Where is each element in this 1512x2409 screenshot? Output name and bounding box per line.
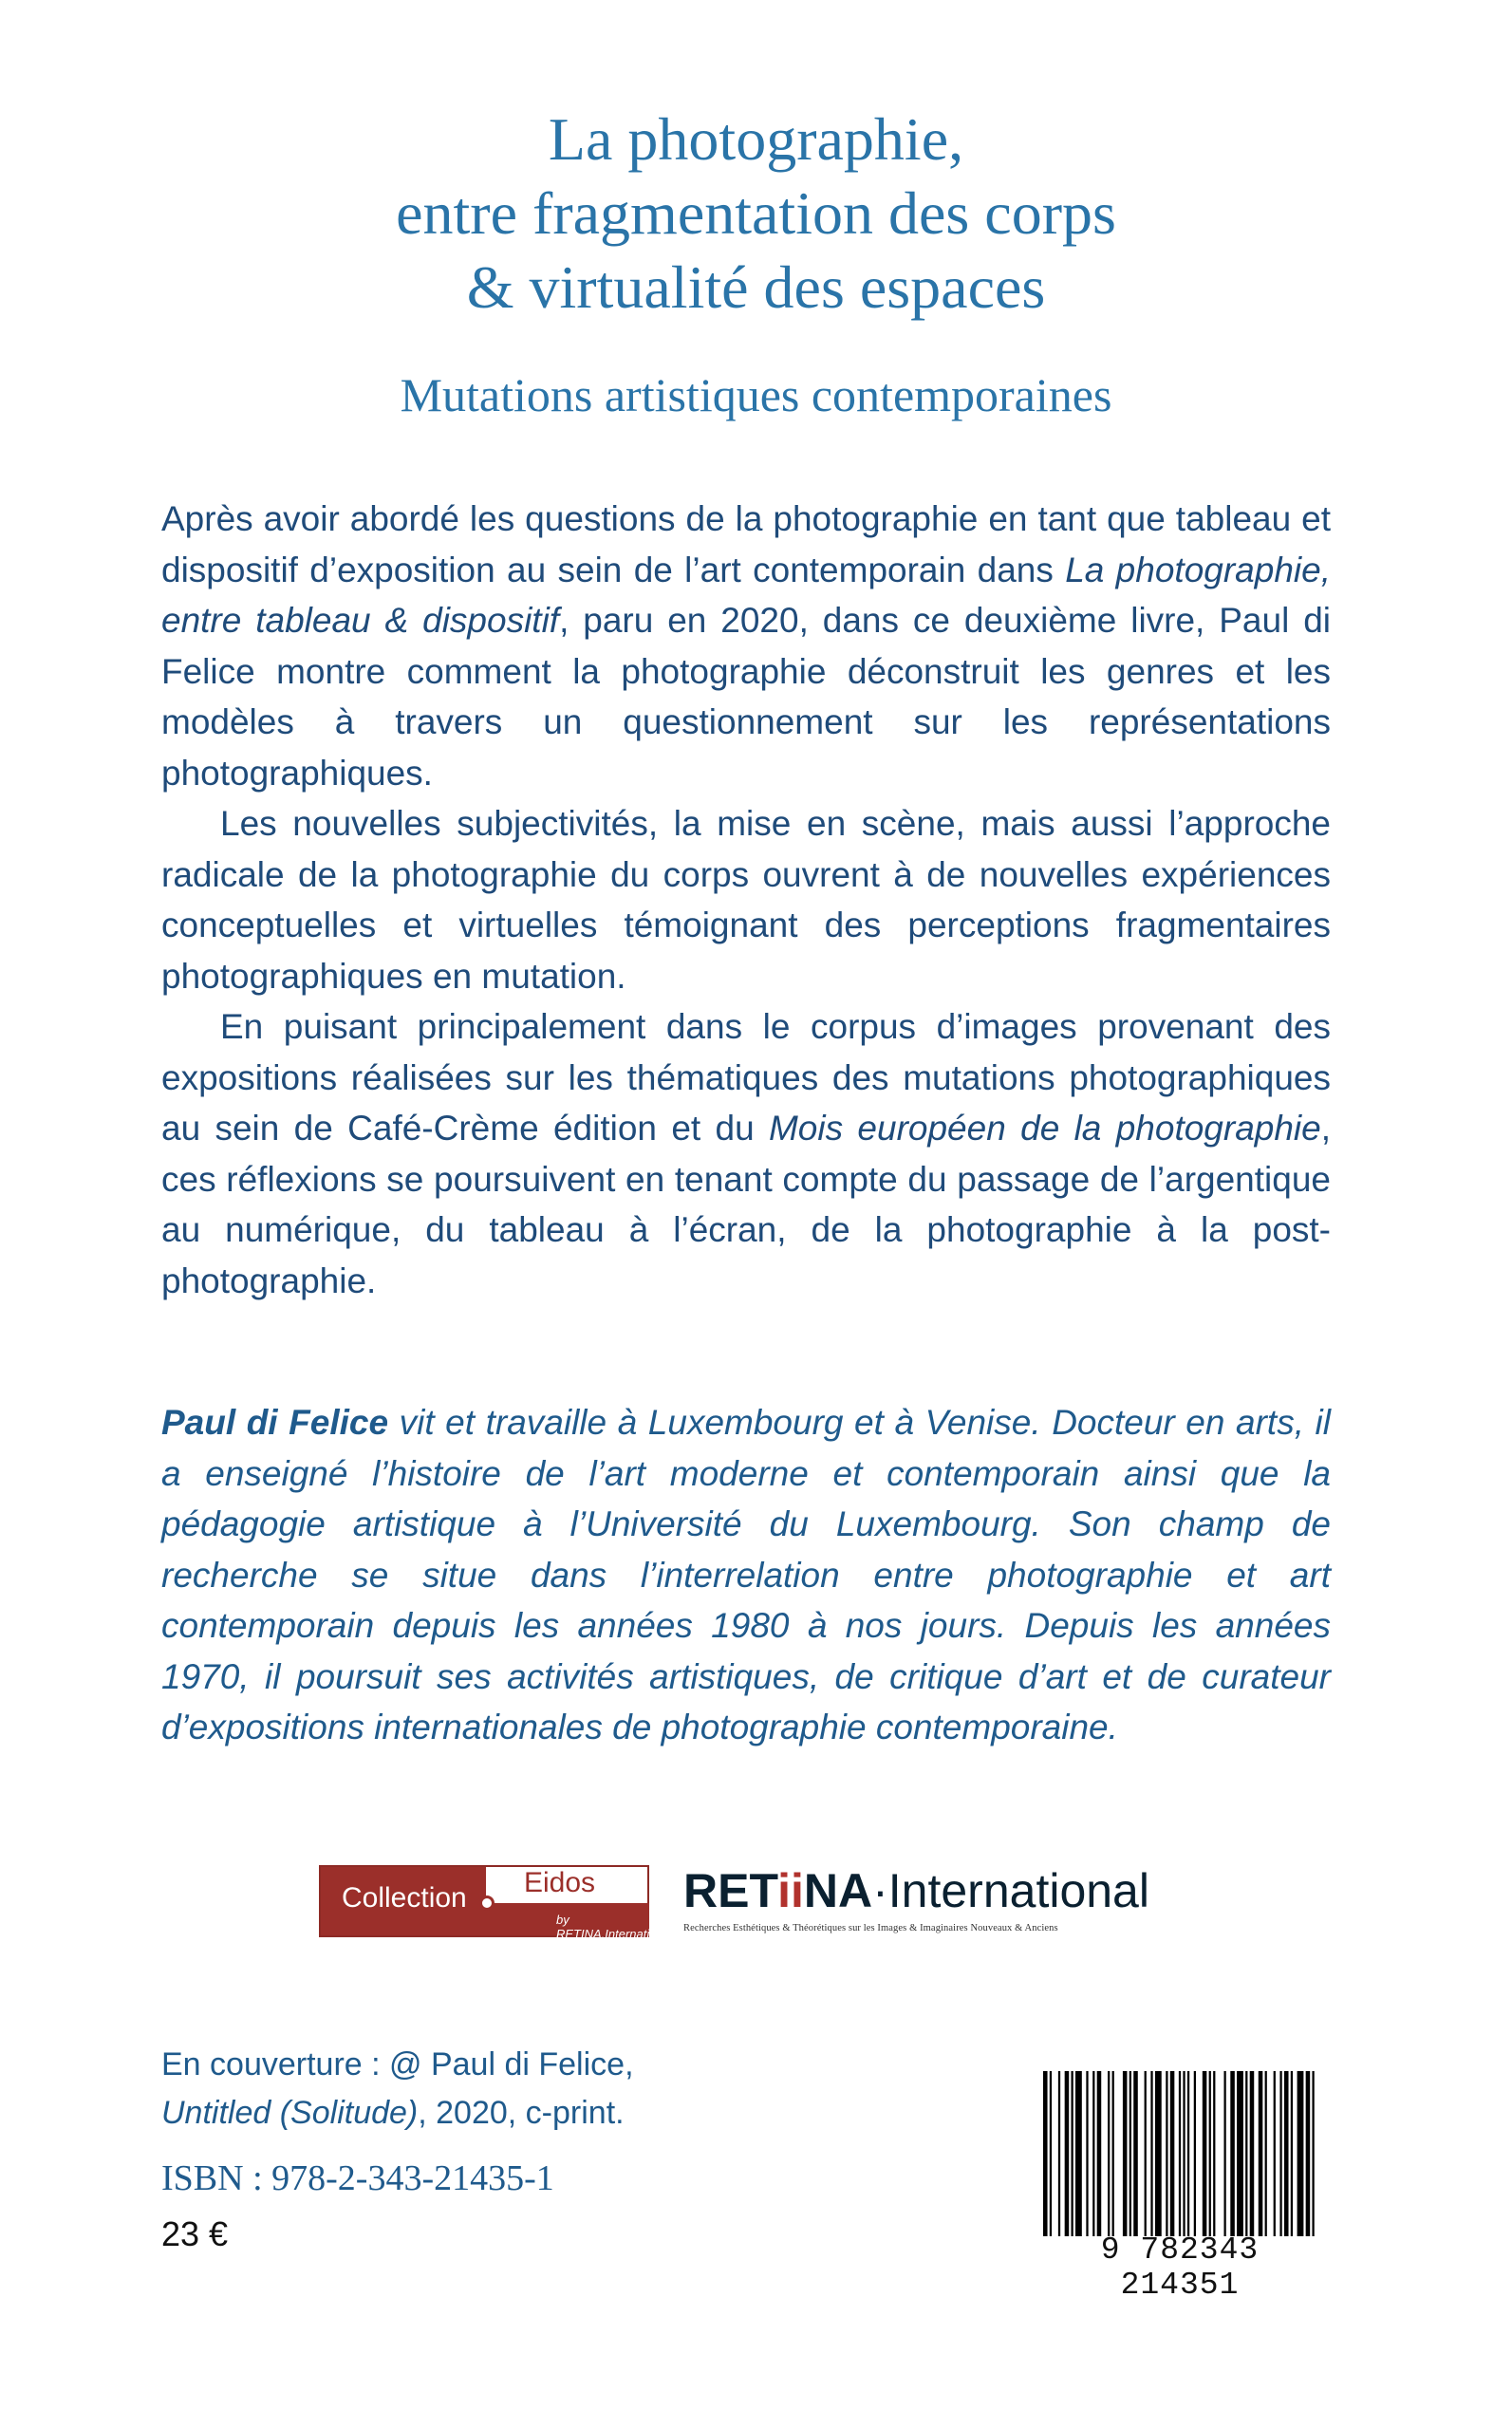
cover-credit-line-2 [161, 2089, 826, 2138]
cover-credit [161, 2041, 826, 2138]
blurb-p3-text-a: En puisant principalement dans le corpus d’images provenant des expositions réalisées sur les thématiques des mutations photographiques au sein de Café-Crème édition et du [161, 1007, 1331, 1148]
barcode-bar [1209, 2071, 1211, 2236]
title-line-3: & virtualité des espaces [466, 253, 1046, 321]
barcode-bar [1133, 2071, 1138, 2236]
barcode-bar [1129, 2071, 1131, 2236]
title-line-2: entre fragmentation des corps [396, 179, 1116, 247]
blurb-paragraph-3 [161, 1001, 1331, 1306]
barcode-bar [1043, 2071, 1048, 2236]
retina-name-international: ·International [872, 1864, 1149, 1917]
barcode-bar [1050, 2071, 1052, 2236]
barcode-bar [1297, 2071, 1304, 2236]
author-bio-paragraph [161, 1397, 1331, 1753]
retina-name-part-1: RET [683, 1864, 778, 1917]
barcode-bar [1203, 2071, 1207, 2236]
barcode-bar [1265, 2071, 1267, 2236]
barcode-bar [1123, 2071, 1128, 2236]
retina-name-ii: ii [777, 1864, 804, 1917]
barcode-bar [1112, 2071, 1114, 2236]
barcode-bar [1097, 2071, 1102, 2236]
logo-word-collection: Collection [342, 1882, 467, 1914]
barcode-bar [1312, 2071, 1314, 2236]
barcode-bar [1145, 2071, 1147, 2236]
barcode-bar [1166, 2071, 1167, 2236]
collection-eidos-logo [319, 1865, 673, 1941]
barcode-bar [1250, 2071, 1255, 2236]
cover-credit-line-1: En couverture : @ Paul di Felice, [161, 2046, 634, 2082]
barcode-bar [1065, 2071, 1070, 2236]
blurb-p1-text-a: Après avoir abordé les questions de la photographie en tant que tableau et dispositif d’exposition au sein de l’art contemporain dans [161, 499, 1331, 589]
barcode-bar [1194, 2071, 1196, 2236]
logo-word-eidos: Eidos [524, 1867, 596, 1898]
barcode-bar [1279, 2071, 1281, 2236]
back-cover-blurb [161, 494, 1331, 1306]
retina-tagline: Recherches Esthétiques & Théorétiques sur les Images & Imaginaires Nouveaux & Anciens [683, 1923, 1058, 1933]
blurb-p3-text-b: , ces réflexions se poursuivent en tenant compte du passage de l’argentique au numérique, du tableau à l’écran, de la photographie à la post-photographie. [161, 1109, 1332, 1300]
barcode-bar [1150, 2071, 1152, 2236]
barcode-bar [1108, 2071, 1110, 2236]
book-subtitle: Mutations artistiques contemporaines [400, 368, 1112, 421]
barcode-bar [1291, 2071, 1293, 2236]
title-line-1: La photographie, [548, 105, 964, 173]
author-bio-text: vit et travaille à Luxembourg et à Venise. Docteur en arts, il a enseigné l’histoire de l’art moderne et contemporain ainsi que la pédagogie artistique à l’Université du Luxembourg. Son champ de recherche se situe dans l’interrelation entre photographie et art contemporain depuis les années 1980 à nos jours. Depuis les années 1970, il poursuit ses activités artistiques, de critique d’art et de curateur d’expositions internationales de photographie contemporaine. [161, 1403, 1331, 1746]
barcode-bar [1075, 2071, 1082, 2236]
barcode-bar [1230, 2071, 1235, 2236]
barcode-bar [1187, 2071, 1189, 2236]
barcode [1037, 2071, 1322, 2236]
barcode-bar [1179, 2071, 1181, 2236]
isbn: ISBN : 978-2-343-21435-1 [161, 2158, 554, 2198]
barcode-bar [1223, 2071, 1225, 2236]
book-title [0, 103, 1512, 325]
barcode-bar [1086, 2071, 1088, 2236]
barcode-bar [1170, 2071, 1175, 2236]
barcode-bar [1274, 2071, 1276, 2236]
barcode-bar [1213, 2071, 1215, 2236]
barcode-bar [1306, 2071, 1311, 2236]
barcode-bar [1245, 2071, 1247, 2236]
blurb-paragraph-1 [161, 494, 1331, 798]
event-title: Mois européen de la photographie [768, 1109, 1321, 1148]
barcode-bar [1259, 2071, 1263, 2236]
blurb-paragraph-2: Les nouvelles subjectivités, la mise en scène, mais aussi l’approche radicale de la photographie du corps ouvrent à de nouvelles expériences conceptuelles et virtuelles témoignant des perceptions fragmentaires photographiques en mutation. [161, 804, 1331, 996]
barcode-bar [1183, 2071, 1185, 2236]
retina-name [683, 1862, 1196, 1919]
cover-credit-line-2-rest: , 2020, c-print. [418, 2095, 625, 2131]
author-bio [161, 1397, 1331, 1753]
retina-international-logo [683, 1862, 1196, 1948]
barcode-bar [1092, 2071, 1094, 2236]
price: 23 € [161, 2214, 229, 2253]
barcode-bar [1284, 2071, 1289, 2236]
retina-name-part-2: NA [803, 1864, 873, 1917]
logo-dot [479, 1895, 495, 1911]
barcode-bar [1058, 2071, 1060, 2236]
cover-work-title: Untitled (Solitude) [161, 2095, 419, 2131]
blurb-p1-text-b: , paru en 2020, dans ce deuxième livre, Paul di Felice montre comment la photographie déconstruit les genres et les modèles à travers un questionnement sur les représentations photographiques. [161, 601, 1332, 793]
barcode-digits: 9 782343 214351 [1100, 2232, 1260, 2303]
barcode-bar [1071, 2071, 1073, 2236]
author-name: Paul di Felice [161, 1403, 389, 1442]
previous-book-title: La photographie, entre tableau & dispositif [161, 550, 1331, 640]
barcode-bar [1155, 2071, 1162, 2236]
logo-byline: by RETINA.International [556, 1913, 673, 1941]
barcode-bar [1237, 2071, 1243, 2236]
